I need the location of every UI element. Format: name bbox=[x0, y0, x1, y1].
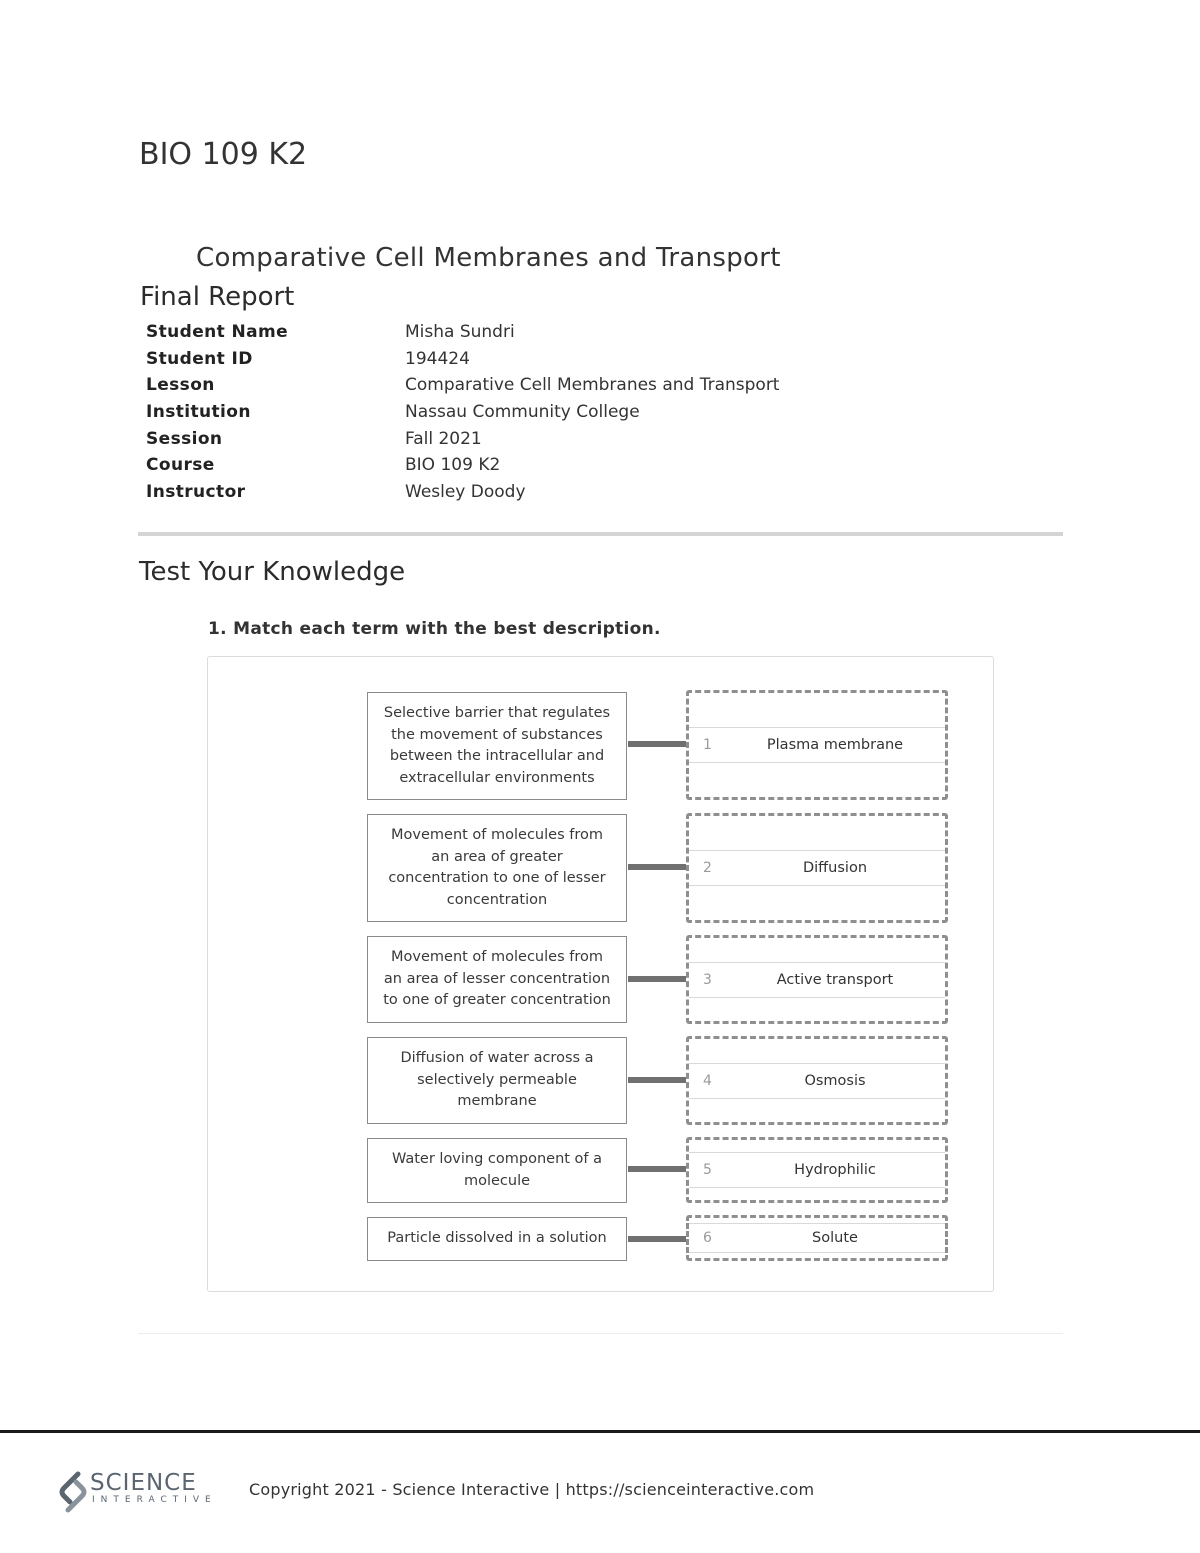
info-value: Fall 2021 bbox=[405, 428, 482, 449]
term-drop-slot[interactable] bbox=[686, 1215, 948, 1261]
term-number: 4 bbox=[703, 1072, 712, 1089]
student-info-table bbox=[146, 320, 946, 507]
info-label: Institution bbox=[146, 402, 251, 423]
lesson-title: Comparative Cell Membranes and Transport bbox=[196, 243, 781, 273]
info-value: 194424 bbox=[405, 348, 470, 369]
term-label: Active transport bbox=[776, 971, 894, 988]
term-number: 5 bbox=[703, 1162, 712, 1178]
description-text: Diffusion of water across a selectively permeable membrane bbox=[400, 1050, 594, 1110]
info-value: Comparative Cell Membranes and Transport bbox=[405, 375, 780, 396]
term-label: Solute bbox=[812, 1230, 858, 1246]
description-text: Particle dissolved in a solution bbox=[387, 1230, 607, 1247]
report-title: Final Report bbox=[140, 282, 295, 312]
description-box bbox=[367, 1217, 627, 1261]
science-interactive-logo bbox=[58, 1468, 218, 1516]
term-drop-slot[interactable] bbox=[686, 1036, 948, 1125]
match-connector bbox=[628, 864, 688, 870]
info-value: Misha Sundri bbox=[405, 322, 515, 342]
description-box bbox=[367, 692, 627, 800]
match-connector bbox=[628, 1166, 688, 1172]
section-divider bbox=[138, 532, 1063, 536]
question-text: 1. Match each term with the best description. bbox=[208, 619, 661, 639]
info-row-institution bbox=[146, 400, 946, 427]
term-label: Osmosis bbox=[804, 1072, 866, 1089]
match-connector bbox=[628, 976, 688, 982]
term-label: Diffusion bbox=[802, 860, 868, 876]
logo-mark-icon bbox=[58, 1470, 88, 1514]
info-label: Lesson bbox=[146, 375, 215, 396]
info-label: Student ID bbox=[146, 348, 253, 369]
description-box bbox=[367, 814, 627, 922]
match-connector bbox=[628, 741, 688, 747]
logo-wordmark: SCIENCE bbox=[90, 1470, 197, 1496]
description-box bbox=[367, 1138, 627, 1203]
term-number: 1 bbox=[703, 737, 712, 753]
term-drop-slot[interactable] bbox=[686, 813, 948, 923]
copyright-text: Copyright 2021 - Science Interactive | https://scienceinteractive.com bbox=[249, 1480, 815, 1499]
match-connector bbox=[628, 1236, 688, 1242]
info-row-lesson bbox=[146, 373, 946, 400]
info-value: Nassau Community College bbox=[405, 402, 640, 423]
info-value: BIO 109 K2 bbox=[405, 455, 501, 476]
term-chip[interactable] bbox=[689, 1063, 945, 1099]
term-number: 2 bbox=[703, 860, 712, 876]
footer-rule bbox=[0, 1430, 1200, 1433]
description-text: Water loving component of a molecule bbox=[391, 1151, 603, 1189]
info-label: Session bbox=[146, 428, 223, 449]
term-drop-slot[interactable] bbox=[686, 690, 948, 800]
term-chip[interactable] bbox=[689, 962, 945, 998]
description-text: Movement of molecules from an area of greater concentration to one of lesser concentration bbox=[388, 827, 606, 908]
info-label: Student Name bbox=[146, 322, 289, 342]
info-row-instructor bbox=[146, 480, 946, 507]
term-chip[interactable] bbox=[689, 727, 945, 763]
course-title: BIO 109 K2 bbox=[139, 137, 308, 172]
term-chip[interactable] bbox=[689, 850, 945, 886]
term-chip[interactable] bbox=[689, 1152, 945, 1188]
logo-subwordmark: INTERACTIVE bbox=[92, 1495, 217, 1505]
term-chip[interactable] bbox=[689, 1223, 945, 1253]
term-label: Hydrophilic bbox=[794, 1162, 876, 1178]
info-row-student-id bbox=[146, 347, 946, 374]
term-number: 6 bbox=[703, 1230, 712, 1246]
match-connector bbox=[628, 1077, 688, 1083]
info-value: Wesley Doody bbox=[405, 482, 526, 503]
term-label: Plasma membrane bbox=[766, 737, 904, 753]
term-drop-slot[interactable] bbox=[686, 935, 948, 1024]
term-drop-slot[interactable] bbox=[686, 1137, 948, 1203]
description-box bbox=[367, 1037, 627, 1124]
description-box bbox=[367, 936, 627, 1023]
description-text: Selective barrier that regulates the movement of substances between the intracellular and extracellular environments bbox=[383, 705, 611, 786]
info-row-session bbox=[146, 427, 946, 454]
description-text: Movement of molecules from an area of lesser concentration to one of greater concentration bbox=[383, 949, 611, 1009]
term-number: 3 bbox=[703, 971, 712, 988]
info-row-course bbox=[146, 453, 946, 480]
info-label: Course bbox=[146, 455, 215, 476]
content-end-divider bbox=[138, 1333, 1063, 1334]
info-label: Instructor bbox=[146, 482, 246, 503]
section-title: Test Your Knowledge bbox=[139, 557, 406, 587]
info-row-student-name bbox=[146, 320, 946, 347]
